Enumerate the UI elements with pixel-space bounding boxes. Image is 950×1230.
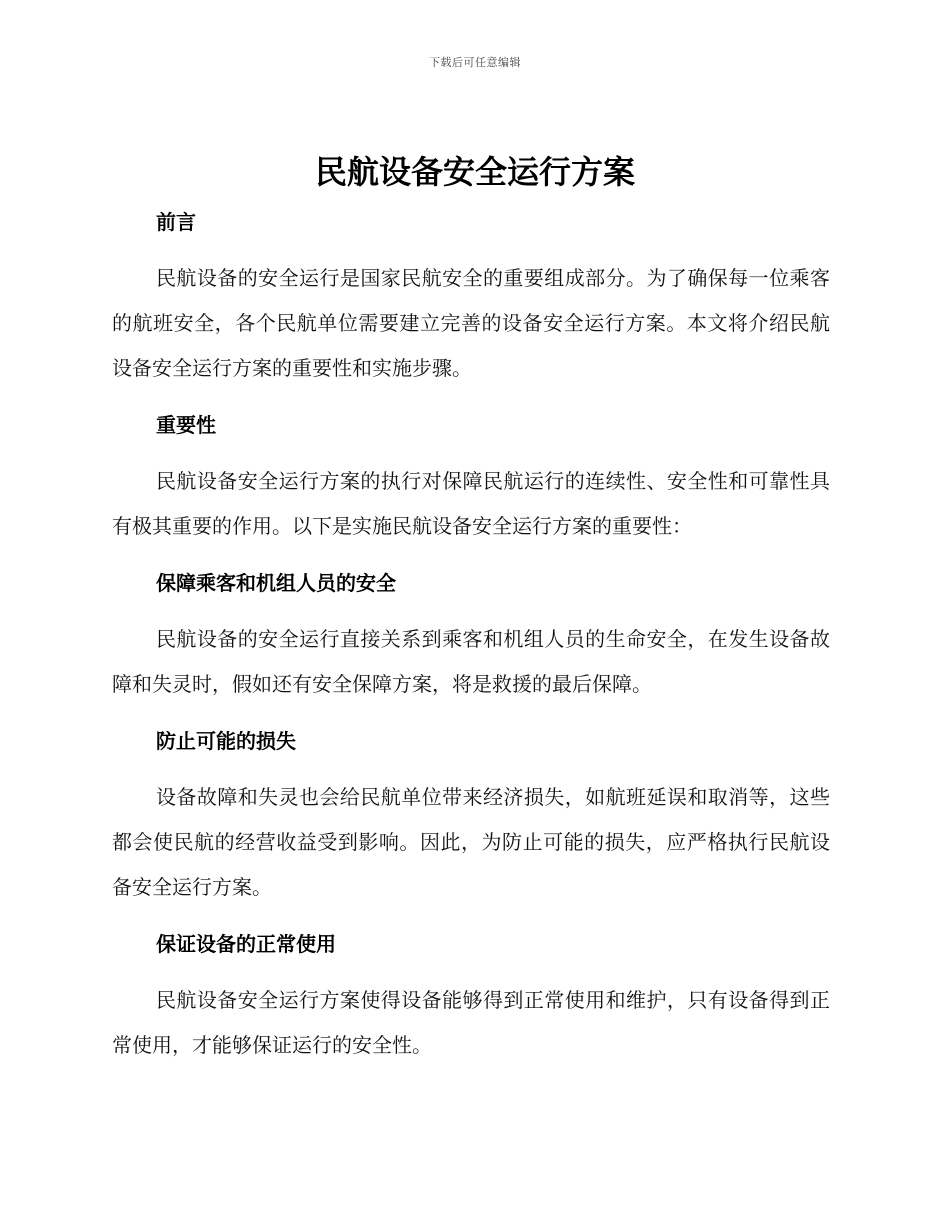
- document-title: 民航设备安全运行方案: [314, 153, 635, 191]
- section-paragraph-preface: 民航设备的安全运行是国家民航安全的重要组成部分。为了确保每一位乘客的航班安全，各个民航单位需要建立完善的设备安全运行方案。本文将介绍民航设备安全运行方案的重要性和实施步骤。: [112, 266, 830, 380]
- section-paragraph-normal-use: 民航设备安全运行方案使得设备能够得到正常使用和维护，只有设备得到正常使用，才能够保证运行的安全性。: [112, 988, 830, 1057]
- section-paragraph-importance: 民航设备安全运行方案的执行对保障民航运行的连续性、安全性和可靠性具有极其重要的作用。以下是实施民航设备安全运行方案的重要性：: [112, 469, 830, 538]
- section-heading-passenger-safety: 保障乘客和机组人员的安全: [156, 571, 396, 595]
- section-heading-importance: 重要性: [156, 413, 216, 437]
- document-body: [112, 200, 830, 1068]
- section-heading-preface: 前言: [156, 210, 196, 234]
- section-heading-normal-use: 保证设备的正常使用: [156, 932, 336, 956]
- page-header-note: 下载后可任意编辑: [429, 56, 521, 69]
- section-paragraph-prevent-loss: 设备故障和失灵也会给民航单位带来经济损失，如航班延误和取消等，这些都会使民航的经营收益受到影响。因此，为防止可能的损失，应严格执行民航设备安全运行方案。: [112, 785, 830, 899]
- section-paragraph-passenger-safety: 民航设备的安全运行直接关系到乘客和机组人员的生命安全，在发生设备故障和失灵时，假如还有安全保障方案，将是救援的最后保障。: [112, 627, 830, 696]
- section-heading-prevent-loss: 防止可能的损失: [156, 729, 296, 753]
